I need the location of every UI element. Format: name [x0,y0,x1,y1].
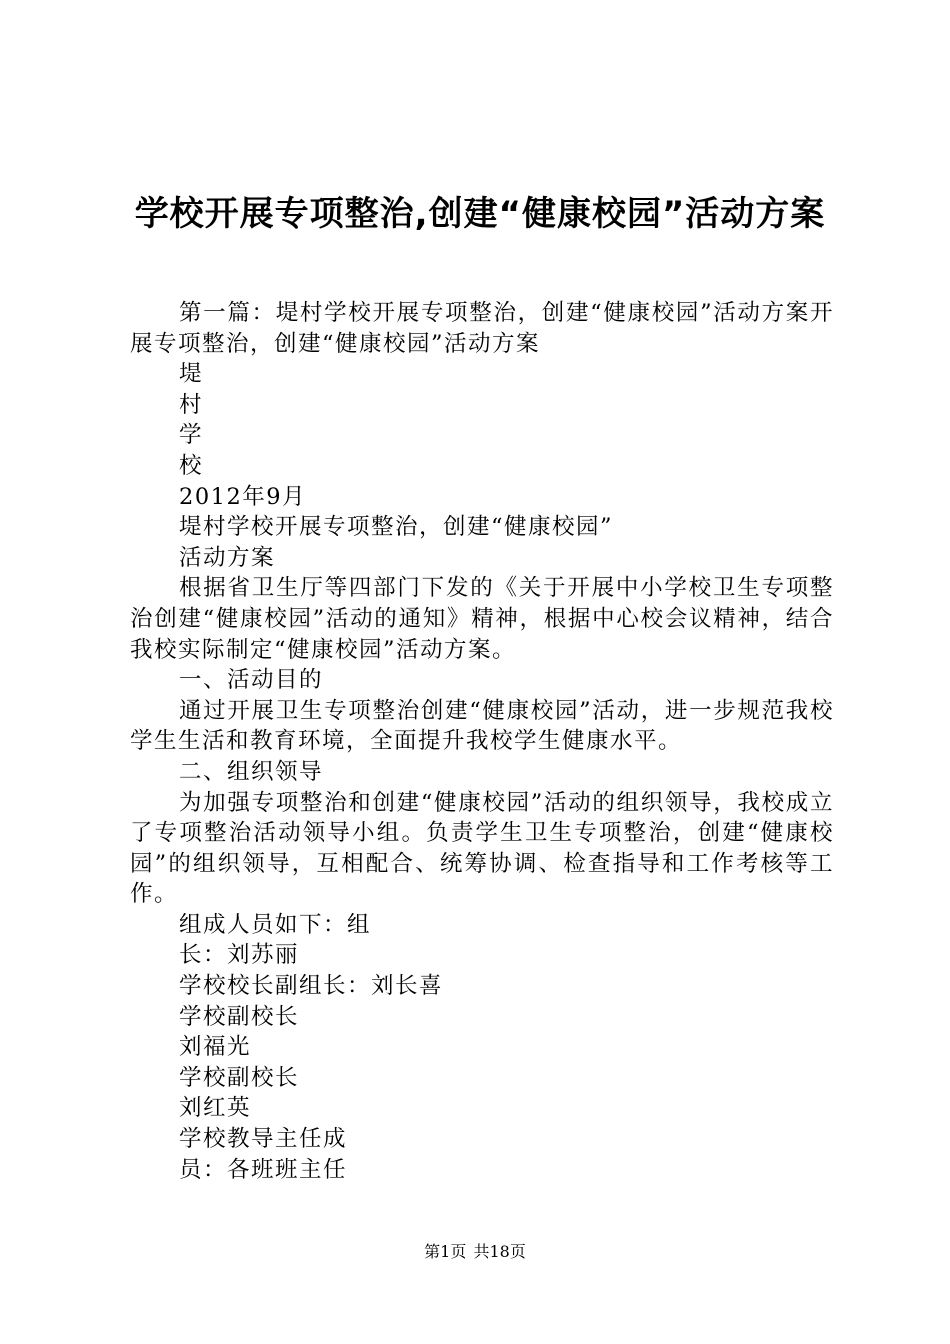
paragraph: 学 [179,422,204,449]
paragraph: 刘红英 [179,1095,252,1122]
paragraph: 员：各班班主任 [179,1156,348,1183]
paragraph: 2012年9月 [179,483,307,510]
document-title: 学校开展专项整治,创建“健康校园”活动方案 [134,194,826,234]
page-total: 共18页 [473,1242,526,1261]
paragraph: 校 [179,452,204,479]
paragraph: 村 [179,391,204,418]
paragraph: 学校副校长 [179,1064,300,1091]
section-heading: 一、活动目的 [179,667,324,694]
paragraph: 长：刘苏丽 [179,942,300,969]
paragraph: 刘福光 [179,1034,252,1061]
paragraph: 堤 [179,361,204,388]
document-body [130,298,834,1185]
page-footer [0,1240,950,1264]
paragraph: 通过开展卫生专项整治创建“健康校园”活动，进一步规范我校学生生活和教育环境，全面提升我校学生健康水平。 [130,697,834,755]
section-heading: 二、组织领导 [179,758,324,785]
paragraph: 组成人员如下：组 [179,911,372,938]
paragraph: 第一篇：堤村学校开展专项整治，创建“健康校园”活动方案开展专项整治，创建“健康校园”活动方案 [130,300,834,357]
paragraph: 根据省卫生厅等四部门下发的《关于开展中小学校卫生专项整治创建“健康校园”活动的通知》精神，根据中心校会议精神，结合我校实际制定“健康校园”活动方案。 [130,575,834,663]
paragraph: 学校校长副组长：刘长喜 [179,973,444,1000]
paragraph: 活动方案 [179,544,276,571]
page-number: 第1页 [424,1242,467,1261]
paragraph: 堤村学校开展专项整治，创建“健康校园” [179,514,614,541]
paragraph: 学校教导主任成 [179,1126,348,1153]
paragraph: 为加强专项整治和创建“健康校园”活动的组织领导，我校成立了专项整治活动领导小组。负责学生卫生专项整治，创建“健康校园”的组织领导，互相配合、统筹协调、检查指导和工作考核等工作。 [130,789,834,908]
paragraph: 学校副校长 [179,1003,300,1030]
